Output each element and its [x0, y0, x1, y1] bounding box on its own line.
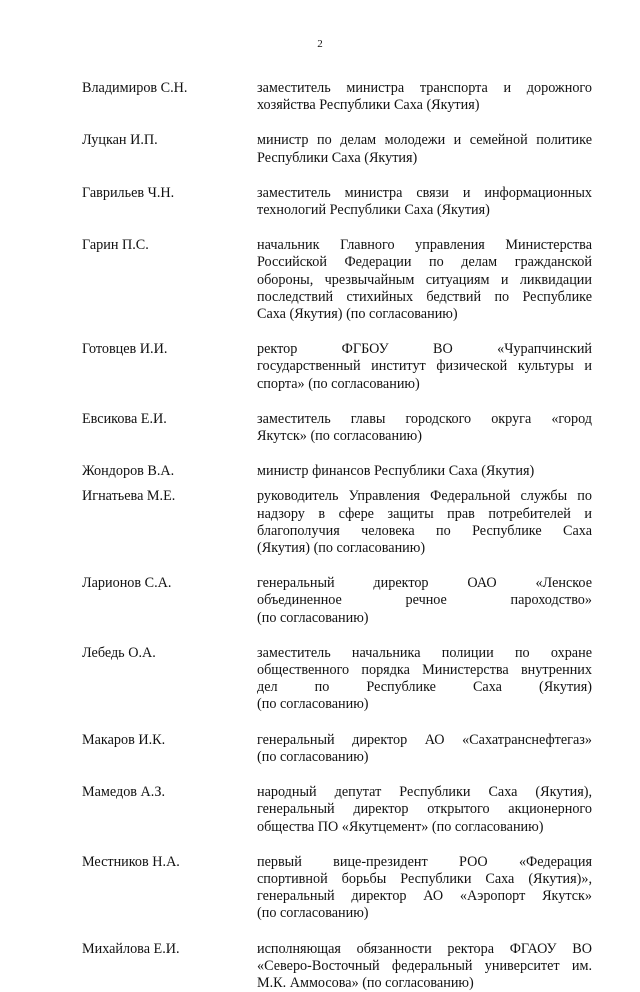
- member-row: [82, 80, 592, 114]
- member-role-line: (по согласованию): [257, 696, 369, 713]
- member-role-line: ректор ФГБОУ ВО «Чурапчинский: [257, 341, 592, 358]
- member-row: [82, 488, 592, 557]
- member-name: Гарин П.С.: [82, 237, 149, 254]
- member-name: Лебедь О.А.: [82, 644, 156, 661]
- member-row: [82, 237, 592, 323]
- member-role-line: спортивной борьбы Республики Саха (Якутия)»,: [257, 870, 592, 887]
- member-name: Игнатьева М.Е.: [82, 488, 176, 505]
- member-name: Жондоров В.А.: [82, 463, 175, 480]
- member-row: [82, 575, 592, 627]
- member-role-line: технологий Республики Саха (Якутия): [257, 202, 490, 219]
- member-role-line: Республики Саха (Якутия): [257, 149, 418, 166]
- member-role-line: общества ПО «Якутцемент» (по согласованию): [257, 818, 544, 835]
- member-row: [82, 411, 592, 445]
- member-role-line: хозяйства Республики Саха (Якутия): [257, 97, 480, 114]
- member-role: [257, 463, 592, 480]
- member-name: Макаров И.К.: [82, 731, 166, 748]
- member-role-line: объединенное речное пароходство»: [257, 592, 592, 609]
- member-row: [82, 854, 592, 923]
- member-role-line: общественного порядка Министерства внутренних: [257, 662, 592, 679]
- member-role-line: Саха (Якутия) (по согласованию): [257, 306, 458, 323]
- member-name: Евсикова Е.И.: [82, 410, 167, 427]
- member-name: Михайлова Е.И.: [82, 940, 180, 957]
- member-row: [82, 732, 592, 766]
- members-list: [82, 62, 592, 992]
- member-role-line: надзору в сфере защиты прав потребителей и: [257, 505, 592, 522]
- member-role-line: спорта» (по согласованию): [257, 375, 420, 392]
- member-role-line: министр финансов Республики Саха (Якутия): [257, 463, 535, 480]
- member-role-line: генеральный директор ОАО «Ленское: [257, 575, 592, 592]
- member-role-line: Российской Федерации по делам гражданской: [257, 254, 592, 271]
- member-role: [257, 488, 592, 557]
- member-role-line: (по согласованию): [257, 609, 369, 626]
- member-role-line: М.К. Аммосова» (по согласованию): [257, 974, 474, 991]
- member-role-line: государственный институт физической культуры и: [257, 358, 592, 375]
- member-role-line: народный депутат Республики Саха (Якутия),: [257, 784, 592, 801]
- member-role-line: первый вице-президент РОО «Федерация: [257, 853, 592, 870]
- member-role: [257, 575, 592, 627]
- member-role-line: генеральный директор АО «Аэропорт Якутск»: [257, 888, 592, 905]
- member-role: [257, 185, 592, 219]
- member-role-line: заместитель начальника полиции по охране: [257, 644, 592, 661]
- member-role-line: благополучия человека по Республике Саха: [257, 522, 592, 539]
- member-role-line: (по согласованию): [257, 748, 369, 765]
- member-role-line: министр по делам молодежи и семейной политике: [257, 132, 592, 149]
- member-role-line: исполняющая обязанности ректора ФГАОУ ВО: [257, 940, 592, 957]
- member-role-line: (по согласованию): [257, 905, 369, 922]
- member-role: [257, 237, 592, 323]
- member-row: [82, 132, 592, 166]
- member-role: [257, 411, 592, 445]
- member-role: [257, 132, 592, 166]
- member-role-line: дел по Республике Саха (Якутия): [257, 679, 592, 696]
- member-name: Готовцев И.И.: [82, 341, 168, 358]
- member-row: [82, 941, 592, 992]
- member-role-line: «Северо-Восточный федеральный университет им.: [257, 957, 592, 974]
- member-role: [257, 941, 592, 992]
- member-name: Луцкан И.П.: [82, 132, 158, 149]
- member-role: [257, 784, 592, 836]
- member-name: Мамедов А.З.: [82, 784, 166, 801]
- member-role: [257, 732, 592, 766]
- member-row: [82, 341, 592, 393]
- member-role: [257, 80, 592, 114]
- member-row: [82, 185, 592, 219]
- member-role: [257, 341, 592, 393]
- member-name: Владимиров С.Н.: [82, 80, 188, 96]
- member-role-line: обороны, чрезвычайным ситуациям и ликвидации: [257, 271, 592, 288]
- member-role-line: заместитель министра связи и информационных: [257, 184, 592, 201]
- member-row: [82, 784, 592, 836]
- member-role-line: начальник Главного управления Министерства: [257, 237, 592, 254]
- member-row: [82, 463, 592, 480]
- member-role-line: (Якутия) (по согласованию): [257, 540, 426, 557]
- member-role-line: генеральный директор АО «Сахатранснефтегаз»: [257, 731, 592, 748]
- member-role-line: заместитель главы городского округа «город: [257, 410, 592, 427]
- member-name: Ларионов С.А.: [82, 575, 172, 592]
- page-number: 2: [317, 38, 323, 50]
- member-name: Местников Н.А.: [82, 853, 180, 870]
- member-role-line: последствий стихийных бедствий по Республике: [257, 288, 592, 305]
- member-role-line: руководитель Управления Федеральной службы по: [257, 488, 592, 505]
- member-role-line: генеральный директор открытого акционерного: [257, 801, 592, 818]
- member-role-line: заместитель министра транспорта и дорожного: [257, 80, 592, 96]
- member-row: [82, 645, 592, 714]
- member-role: [257, 854, 592, 923]
- member-role: [257, 645, 592, 714]
- member-name: Гаврильев Ч.Н.: [82, 184, 175, 201]
- member-role-line: Якутск» (по согласованию): [257, 428, 422, 445]
